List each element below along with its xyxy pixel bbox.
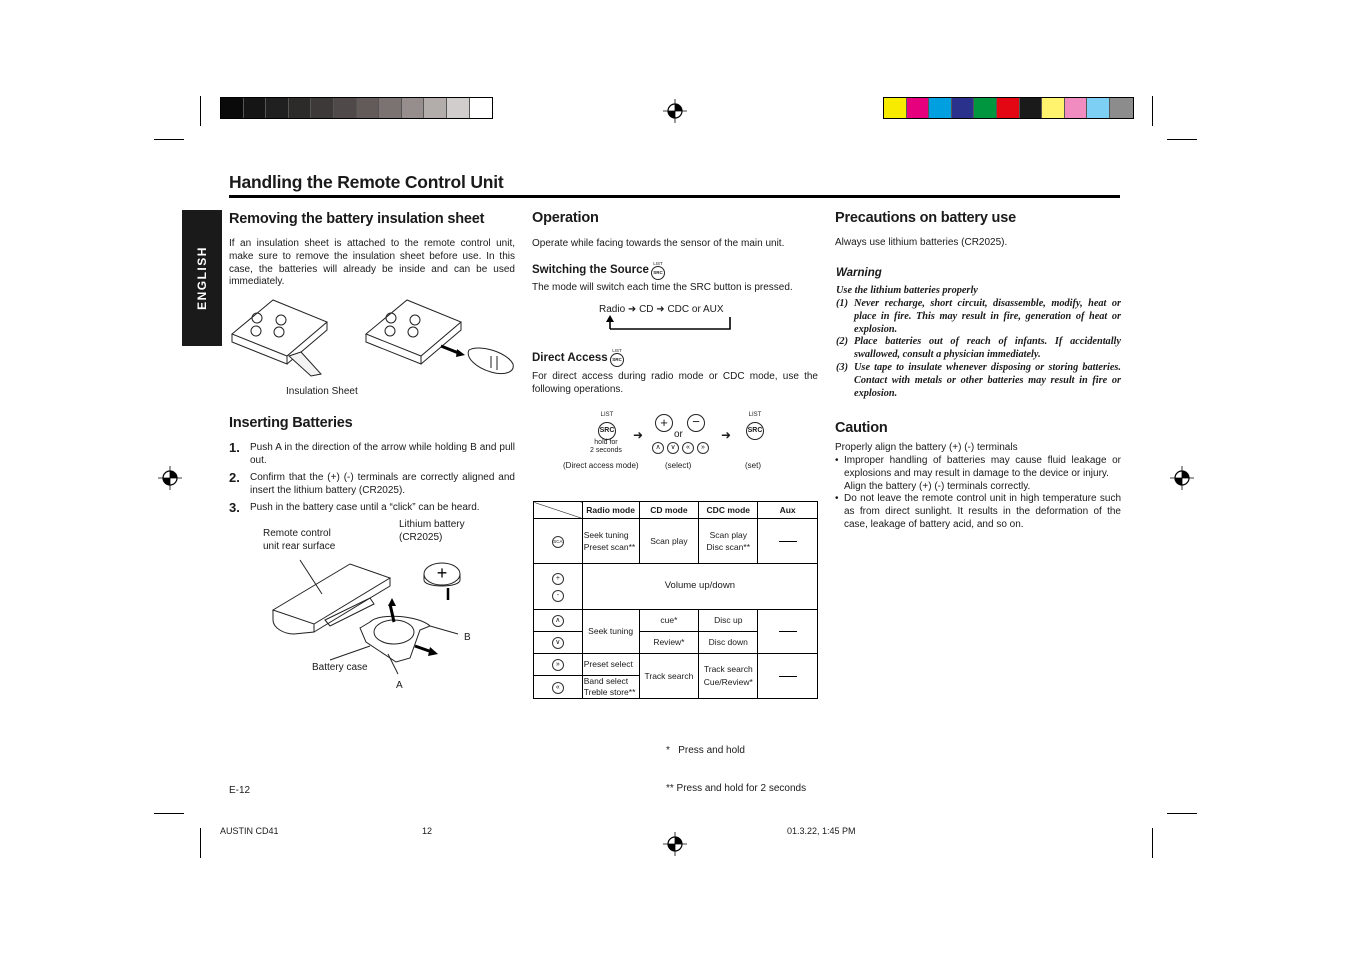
operation-heading: Operation xyxy=(532,210,599,226)
seek-buttons-icons xyxy=(652,442,709,454)
warning-item-number: (3) xyxy=(836,361,849,373)
warning-item xyxy=(836,298,1121,336)
cell-line: Disc scan** xyxy=(706,542,751,553)
step-number: 3. xyxy=(229,500,240,515)
table-corner xyxy=(534,502,583,519)
step-3 xyxy=(229,500,515,515)
remote-insulation-illustration xyxy=(229,296,519,382)
color-swatch xyxy=(1042,98,1065,118)
color-swatch xyxy=(289,98,312,118)
caution-lead: Properly align the battery (+) (-) terminals xyxy=(835,442,1018,453)
page-title: Handling the Remote Control Unit xyxy=(229,172,504,192)
cdc-disc-down-cell: Disc down xyxy=(699,631,758,653)
forward-button-icon: » xyxy=(552,659,564,671)
color-swatch xyxy=(997,98,1020,118)
preset-select-cell: Preset select xyxy=(582,653,639,675)
table-row-icon xyxy=(534,609,583,631)
footer-right: 01.3.22, 1:45 PM xyxy=(787,826,856,836)
down-button-icon: ∨ xyxy=(552,637,564,649)
direct-caption: (Direct access mode) xyxy=(563,461,639,470)
svg-text:+: + xyxy=(436,563,448,583)
caution-list xyxy=(835,455,1121,532)
step-text: Push A in the direction of the arrow while holding B and pull out. xyxy=(250,442,515,466)
header-radio: Radio mode xyxy=(582,502,639,519)
registration-mark-icon xyxy=(663,99,687,123)
color-swatch xyxy=(1087,98,1110,118)
step-1 xyxy=(229,440,515,468)
arrow-right-icon: ➜ xyxy=(633,428,644,442)
caution-bullet-text: Improper handling of batteries may cause fluid leakage or explosions and may result in damage to the device or injury. xyxy=(844,455,1121,479)
footnote: ** Press and hold for 2 seconds xyxy=(666,782,807,794)
table-row-icon xyxy=(534,653,583,675)
step-2 xyxy=(229,470,515,498)
caution-heading: Caution xyxy=(835,420,888,436)
removing-heading: Removing the battery insulation sheet xyxy=(229,211,485,227)
color-swatch xyxy=(221,98,244,118)
direct-access-text: For direct access during radio mode or CDC mode, use the following operations. xyxy=(532,371,818,395)
cell-line: Treble store** xyxy=(583,686,636,697)
title-rule xyxy=(229,195,1120,198)
color-swatch xyxy=(470,98,493,118)
band-select-cell xyxy=(582,675,639,698)
switching-heading xyxy=(532,264,649,276)
list-label: LIST xyxy=(612,348,622,353)
direct-access-heading-text: Direct Access xyxy=(532,352,608,364)
src-button-icon xyxy=(650,261,666,280)
cell-line: Cue/Review* xyxy=(703,676,753,687)
plus-button-icon: + xyxy=(552,573,564,585)
scan-button-icon: SCA xyxy=(552,536,564,548)
lithium-label-line: Lithium battery xyxy=(399,519,465,530)
color-swatch xyxy=(402,98,425,118)
registration-mark-icon xyxy=(1170,466,1194,490)
page-number: E-12 xyxy=(229,785,251,796)
remote-label-line: Remote control xyxy=(263,528,331,539)
step-text: Push in the battery case until a “click” can be heard. xyxy=(250,502,480,513)
step-number: 2. xyxy=(229,470,240,485)
header-cd: CD mode xyxy=(639,502,699,519)
warning-item-number: (1) xyxy=(836,298,849,309)
cd-cue-cell: cue* xyxy=(639,609,699,631)
dash xyxy=(779,676,797,677)
color-swatch xyxy=(357,98,380,118)
cdc-scan-cell xyxy=(699,519,758,564)
color-swatch xyxy=(884,98,907,118)
switching-text: The mode will switch each time the SRC button is pressed. xyxy=(532,282,793,293)
inserting-heading: Inserting Batteries xyxy=(229,415,353,431)
bullet-icon: • xyxy=(835,493,839,505)
source-loop-arrow xyxy=(606,315,736,331)
process-color-bar xyxy=(883,97,1134,119)
bullet-icon: • xyxy=(835,455,839,466)
insulation-sheet-caption: Insulation Sheet xyxy=(286,386,358,397)
src-label: SRC xyxy=(746,422,764,440)
caution-bullet xyxy=(835,455,1121,493)
color-swatch xyxy=(334,98,357,118)
volume-cell: Volume up/down xyxy=(582,564,817,609)
footnotes xyxy=(666,719,806,809)
warning-heading: Warning xyxy=(836,267,882,279)
warning-list xyxy=(836,298,1121,400)
src-label: SRC xyxy=(651,266,665,280)
radio-scan-cell xyxy=(582,519,639,564)
color-swatch xyxy=(952,98,975,118)
label-b: B xyxy=(464,632,471,643)
header-cdc: CDC mode xyxy=(699,502,758,519)
cd-track-search-cell: Track search xyxy=(639,653,699,698)
operations-table xyxy=(533,501,818,699)
color-swatch xyxy=(1110,98,1133,118)
dash xyxy=(779,631,797,632)
registration-mark-icon xyxy=(158,466,182,490)
source-flow: Radio ➜ CD ➜ CDC or AUX xyxy=(599,304,724,315)
src-label: SRC xyxy=(598,422,616,440)
minus-button-icon: - xyxy=(552,590,564,602)
operation-text: Operate while facing towards the sensor of the main unit. xyxy=(532,238,785,249)
color-swatch xyxy=(1020,98,1043,118)
footer-left: AUSTIN CD41 xyxy=(220,826,279,836)
lithium-label xyxy=(399,519,465,545)
up-button-icon: ∧ xyxy=(652,442,664,454)
registration-mark-icon xyxy=(663,832,687,856)
warning-item-text: Never recharge, short circuit, disassemble, modify, heat or place in fire. This may result in fire, generation of heat or explosion. xyxy=(854,298,1121,335)
list-label: LIST xyxy=(600,412,614,418)
table-row-icon xyxy=(534,631,583,653)
or-label: or xyxy=(674,429,683,440)
warning-lead: Use the lithium batteries properly xyxy=(836,285,978,296)
warning-item-text: Use tape to insulate whenever disposing or storing batteries. Contact with metals or other batteries may result in fire or explosion. xyxy=(854,361,1121,399)
battery-insertion-illustration xyxy=(270,550,480,680)
color-swatch xyxy=(244,98,267,118)
plus-button-icon: + xyxy=(655,414,673,432)
seek-tuning-cell: Seek tuning xyxy=(582,609,639,653)
cd-scan-cell: Scan play xyxy=(639,519,699,564)
header-aux: Aux xyxy=(758,502,818,519)
list-label: LIST xyxy=(653,261,663,266)
hold-label-line: hold for xyxy=(594,439,618,446)
aux-scan-cell xyxy=(758,519,818,564)
src-button-icon xyxy=(609,348,625,367)
table-row-icon xyxy=(534,675,583,698)
direct-src-button xyxy=(596,412,618,440)
caution-bullet-text: Align the battery (+) (-) terminals correctly. xyxy=(844,480,1031,492)
gray-color-bar xyxy=(220,97,493,119)
back-button-icon: « xyxy=(552,682,564,694)
removing-text: If an insulation sheet is attached to the remote control unit, make sure to remove the insulation sheet before use. In this case, the batteries will already be inside and can be used immediately. xyxy=(229,238,515,288)
color-swatch xyxy=(311,98,334,118)
color-swatch xyxy=(907,98,930,118)
language-tab-label: ENGLISH xyxy=(195,246,209,310)
color-swatch xyxy=(424,98,447,118)
cdc-disc-up-cell: Disc up xyxy=(699,609,758,631)
up-button-icon: ∧ xyxy=(552,615,564,627)
dash xyxy=(779,541,797,542)
precautions-text: Always use lithium batteries (CR2025). xyxy=(835,237,1008,248)
footer-center: 12 xyxy=(422,826,433,836)
color-swatch xyxy=(1065,98,1088,118)
table-row-icon xyxy=(534,564,583,609)
caution-bullet xyxy=(835,493,1121,531)
aux-track-cell xyxy=(758,653,818,698)
cd-review-cell: Review* xyxy=(639,631,699,653)
arrow-right-icon: ➜ xyxy=(721,428,732,442)
src-label: SRC xyxy=(610,353,624,367)
footnote: * Press and hold xyxy=(666,744,745,756)
caution-bullet-text: Do not leave the remote control unit in high temperature such as from direct sunlight. It results in the deformation of the case, leakage of battery acid, and so on. xyxy=(844,493,1121,530)
cdc-track-search-cell xyxy=(699,653,758,698)
set-caption: (set) xyxy=(745,461,761,470)
down-button-icon: ∨ xyxy=(667,442,679,454)
warning-item xyxy=(836,362,1121,400)
aux-seek-cell xyxy=(758,609,818,653)
color-swatch xyxy=(929,98,952,118)
select-caption: (select) xyxy=(665,461,692,470)
cell-line: Track search xyxy=(703,664,753,675)
direct-access-heading xyxy=(532,352,608,364)
color-swatch xyxy=(447,98,470,118)
set-src-button xyxy=(744,412,766,440)
switching-heading-text: Switching the Source xyxy=(532,264,649,276)
battery-case-label: Battery case xyxy=(312,662,368,673)
back-button-icon: « xyxy=(682,442,694,454)
lithium-label-line: (CR2025) xyxy=(399,531,443,543)
remote-label-line: unit rear surface xyxy=(263,540,336,552)
language-tab xyxy=(182,210,222,346)
cell-line: Seek tuning xyxy=(583,529,629,540)
label-a: A xyxy=(396,680,403,691)
color-swatch xyxy=(266,98,289,118)
list-label: LIST xyxy=(748,412,762,418)
hold-label-line: 2 seconds xyxy=(590,447,622,454)
precautions-heading: Precautions on battery use xyxy=(835,210,1016,226)
step-number: 1. xyxy=(229,440,240,455)
warning-item-text: Place batteries out of reach of infants. If accidentally swallowed, consult a physician immediately. xyxy=(854,336,1121,361)
table-row-icon xyxy=(534,519,583,564)
color-swatch xyxy=(379,98,402,118)
color-swatch xyxy=(974,98,997,118)
warning-item-number: (2) xyxy=(836,336,849,348)
warning-item xyxy=(836,336,1121,362)
step-text: Confirm that the (+) (-) terminals are correctly aligned and insert the lithium battery (CR2025). xyxy=(250,472,515,496)
cell-line: Band select xyxy=(583,675,629,686)
cell-line: Scan play xyxy=(709,529,747,540)
forward-button-icon: » xyxy=(697,442,709,454)
minus-button-icon: − xyxy=(687,414,705,432)
cell-line: Preset scan** xyxy=(583,542,636,553)
hold-label xyxy=(590,439,622,455)
